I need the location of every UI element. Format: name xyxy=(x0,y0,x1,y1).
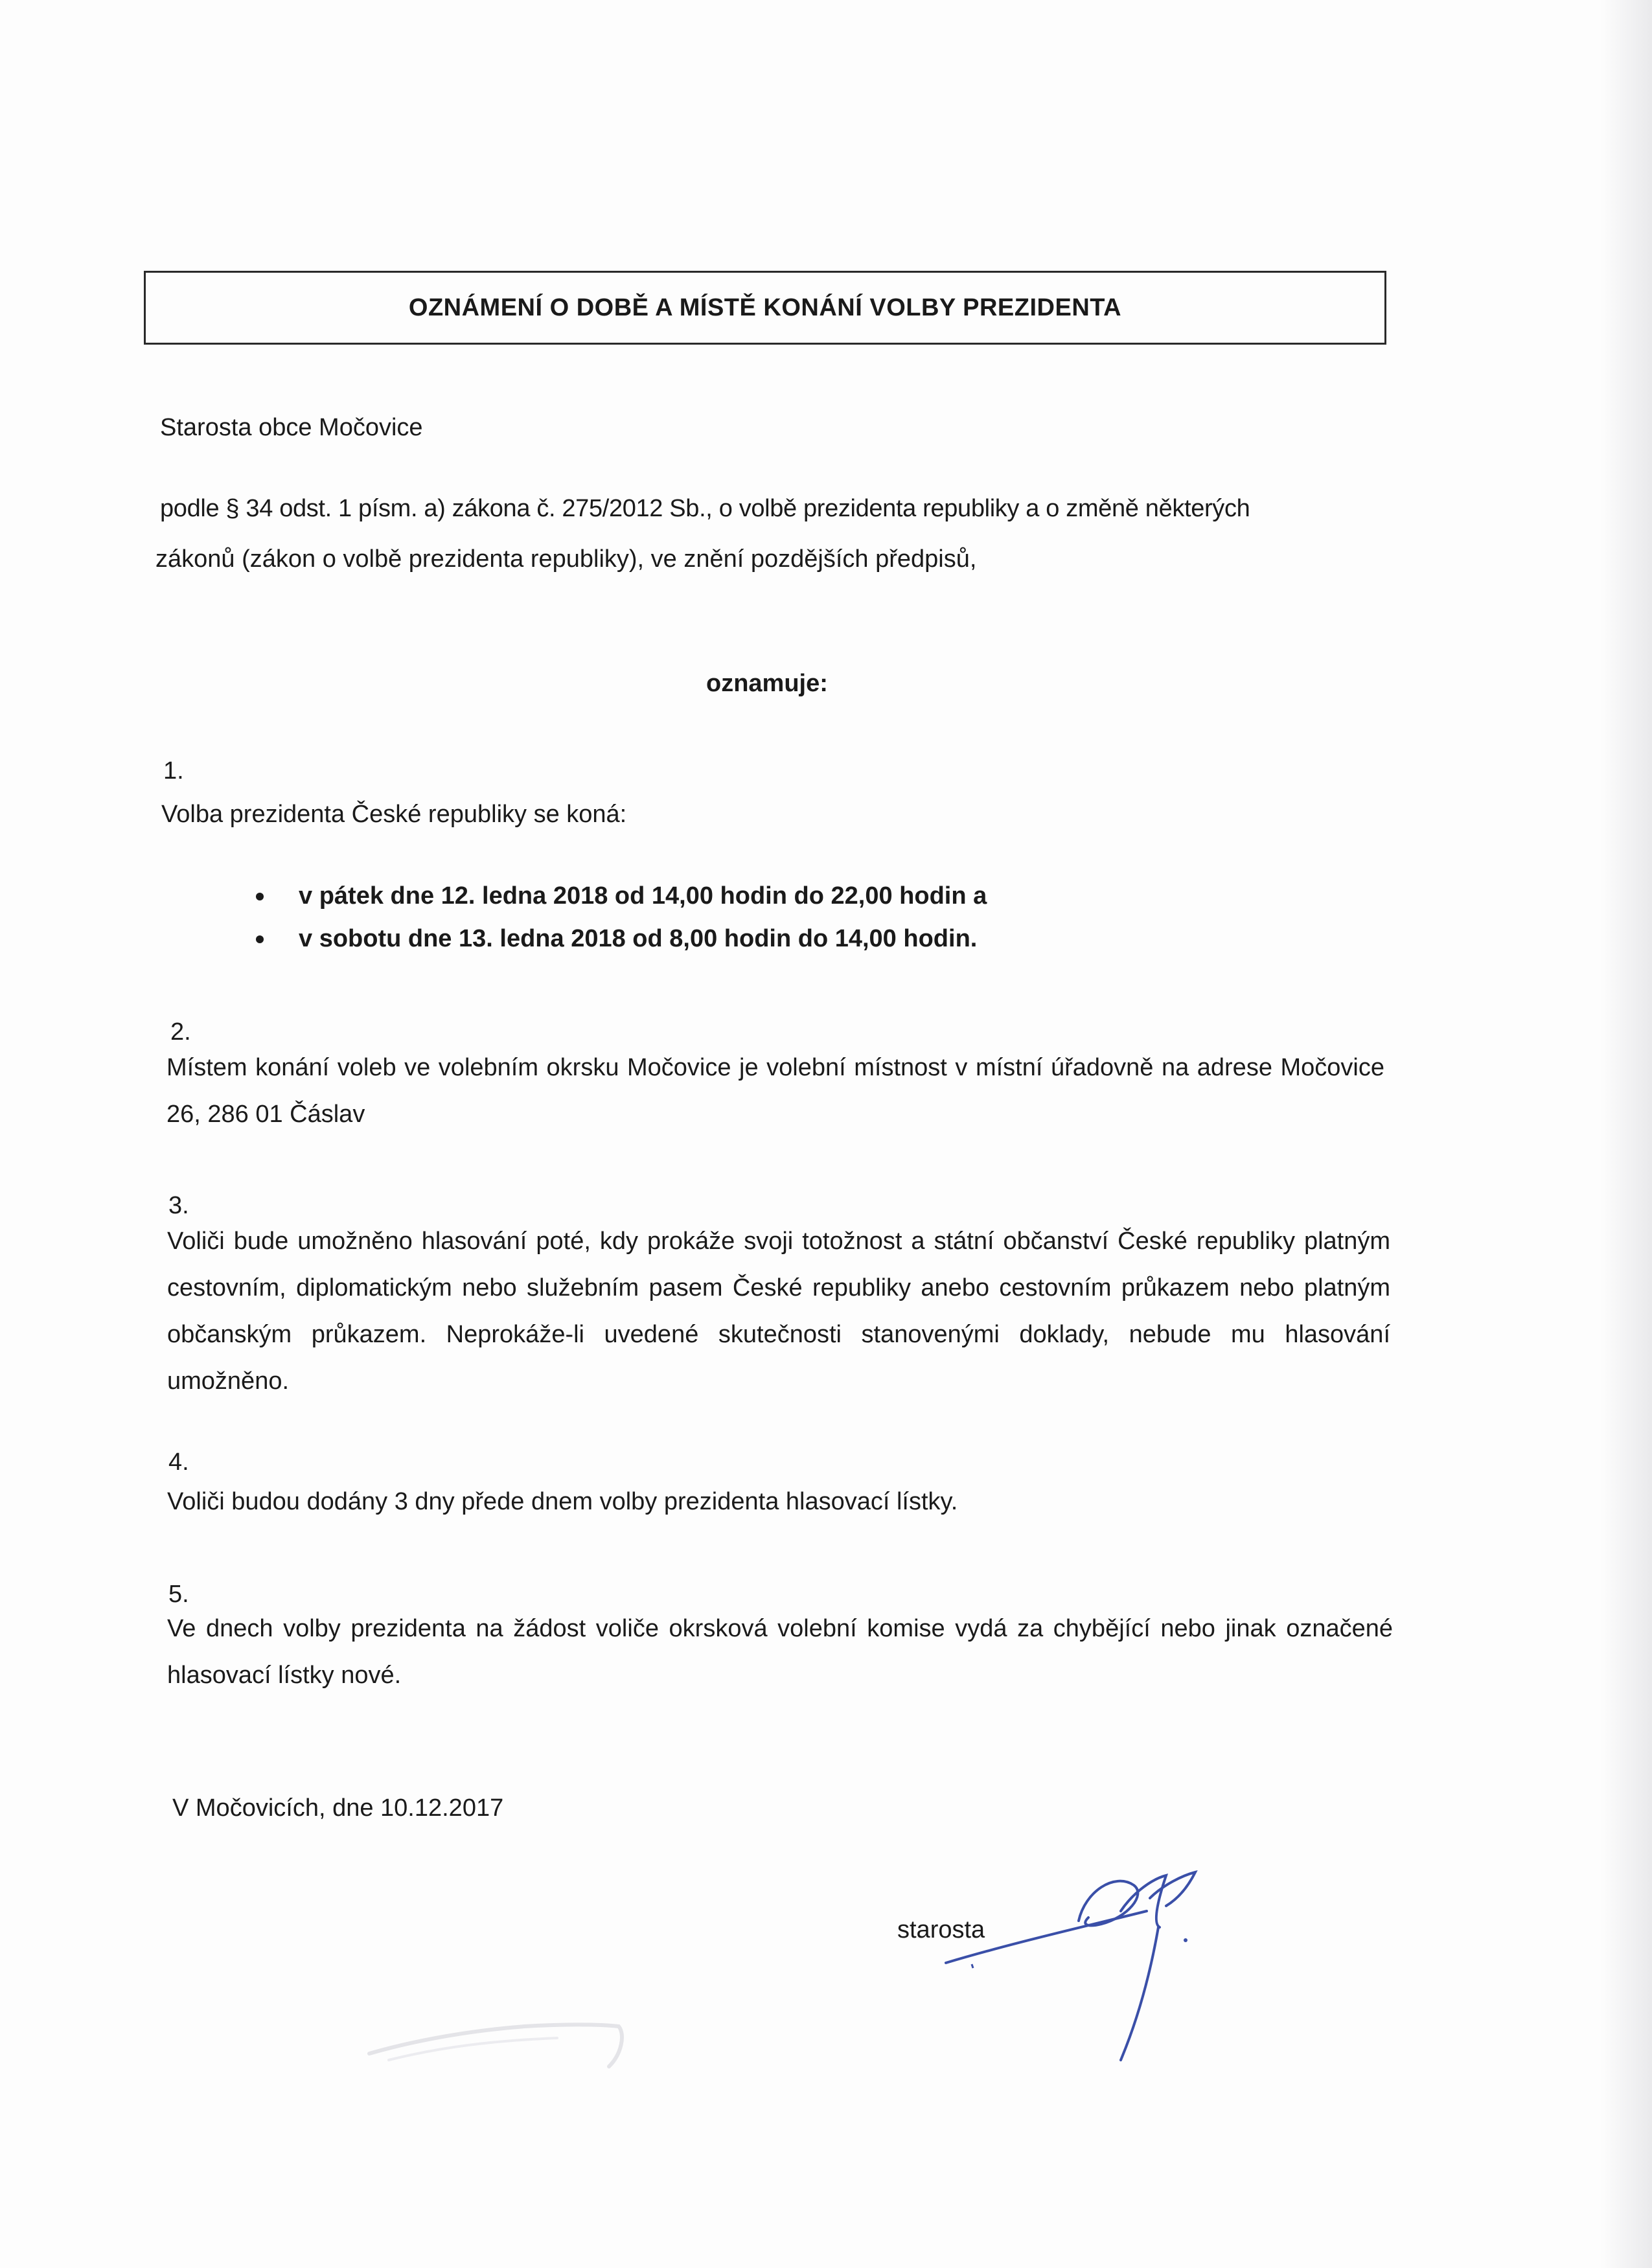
legal-basis-line-1: podle § 34 odst. 1 písm. a) zákona č. 275/2012 Sb., o volbě prezidenta republiky a o změně některých xyxy=(160,495,1250,522)
section-1-text: Volba prezidenta České republiky se koná: xyxy=(161,801,627,828)
section-2-number: 2. xyxy=(170,1018,191,1046)
bullet-item-1 xyxy=(256,882,987,910)
section-4-number: 4. xyxy=(168,1449,189,1476)
bullet-item-2 xyxy=(256,925,977,953)
scan-edge-shadow xyxy=(1600,0,1652,2268)
section-4-text: Voliči budou dodány 3 dny přede dnem volby prezidenta hlasovací lístky. xyxy=(167,1488,958,1515)
legal-basis-line-2: zákonů (zákon o volbě prezidenta republiky), ve znění pozdějších předpisů, xyxy=(155,545,977,573)
mayor-line: Starosta obce Močovice xyxy=(160,414,423,441)
section-2-text: Místem konání voleb ve volebním okrsku Močovice je volební místnost v místní úřadovně na adrese Močovice 26, 286 01 Čáslav xyxy=(166,1054,1384,1128)
place-date: V Močovicích, dne 10.12.2017 xyxy=(172,1794,504,1822)
faint-stamp-mark-icon xyxy=(363,1995,635,2086)
section-3-number: 3. xyxy=(168,1192,189,1219)
announces-heading: oznamuje: xyxy=(706,670,828,697)
section-5-number: 5. xyxy=(168,1581,189,1608)
title-box xyxy=(144,271,1386,345)
bullet-item-1-text: v pátek dne 12. ledna 2018 od 14,00 hodin do 22,00 hodin a xyxy=(299,882,987,910)
bullet-item-2-text: v sobotu dne 13. ledna 2018 od 8,00 hodin do 14,00 hodin. xyxy=(299,925,978,952)
section-1-number: 1. xyxy=(163,757,184,785)
bullet-dot-icon xyxy=(256,935,264,943)
section-3-text: Voliči bude umožněno hlasování poté, kdy prokáže svoji totožnost a státní občanství České republiky platným cestovním, diplomatickým nebo služebním pasem České republiky anebo cestovním průkazem nebo platným občanským průkazem. Neprokáže-li uvedené skutečnosti stanovenými doklady, nebude mu hlasování umožněno. xyxy=(167,1228,1390,1395)
signature-label: starosta xyxy=(897,1916,985,1943)
bullet-dot-icon xyxy=(256,893,264,900)
handwritten-signature-icon xyxy=(933,1866,1244,2086)
document-title: OZNÁMENÍ O DOBĚ A MÍSTĚ KONÁNÍ VOLBY PREZIDENTA xyxy=(408,293,1122,321)
section-5-text: Ve dnech volby prezidenta na žádost voliče okrsková volební komise vydá za chybějící nebo jinak označené hlasovací lístky nové. xyxy=(167,1615,1393,1689)
